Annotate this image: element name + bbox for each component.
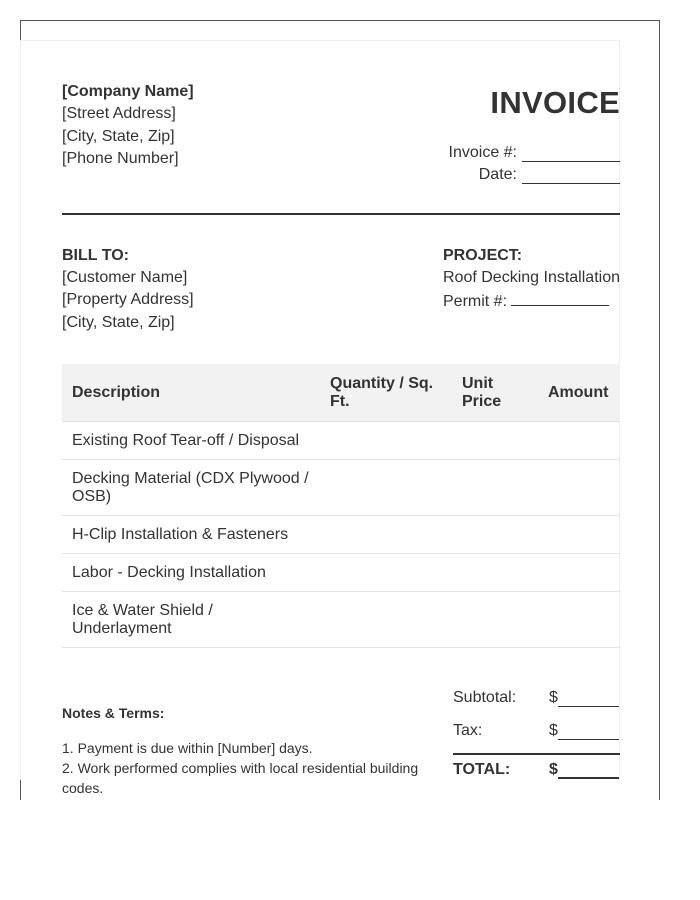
row-quantity-cell[interactable] [320,422,452,460]
project-name: Roof Decking Installation [443,269,620,286]
row-unit-price-cell[interactable] [452,554,538,592]
invoice-date-label: Date: [478,166,517,183]
table-row [62,592,620,648]
bill-to-address: [Property Address] [62,291,194,308]
tax-value[interactable] [549,722,619,740]
table-row [62,516,620,554]
table-row [62,422,620,460]
row-amount-cell[interactable] [538,554,620,592]
row-description: H-Clip Installation & Fasteners [62,516,320,554]
row-quantity-cell[interactable] [320,554,452,592]
row-quantity-cell[interactable] [320,516,452,554]
invoice-number-label: Invoice #: [448,144,517,161]
row-description: Labor - Decking Installation [62,554,320,592]
invoice-title: INVOICE [490,85,620,120]
subtotal-value[interactable] [549,689,619,707]
subtotal-label: Subtotal: [453,689,517,706]
total-currency: $ [549,761,558,778]
row-description: Ice & Water Shield / Underlayment [62,592,320,648]
total-field[interactable] [558,763,619,779]
row-unit-price-cell[interactable] [452,516,538,554]
row-amount-cell[interactable] [538,516,620,554]
subtotal-currency: $ [549,689,558,706]
bill-to-heading: BILL TO: [62,247,129,264]
row-unit-price-cell[interactable] [452,422,538,460]
row-amount-cell[interactable] [538,422,620,460]
tax-currency: $ [549,722,558,739]
tax-label: Tax: [453,722,483,739]
header-quantity: Quantity / Sq. Ft. [320,364,452,422]
note-item-payment: 1. Payment is due within [Number] days. [62,740,313,756]
header-divider [62,213,620,215]
row-unit-price-cell[interactable] [452,460,538,516]
header-unit-price: Unit Price [452,364,538,422]
company-name: [Company Name] [62,83,194,100]
header-description: Description [62,364,320,422]
invoice-date-field[interactable] [522,169,620,184]
permit-field[interactable] [511,291,609,306]
table-header-row [62,364,620,422]
row-unit-price-cell[interactable] [452,592,538,648]
company-phone: [Phone Number] [62,150,179,167]
total-label: TOTAL: [453,761,511,778]
bill-to-customer: [Customer Name] [62,269,188,286]
company-city: [City, State, Zip] [62,128,175,145]
row-description: Decking Material (CDX Plywood / OSB) [62,460,320,516]
invoice-number-row [449,144,620,162]
company-street: [Street Address] [62,105,176,122]
tax-field[interactable] [558,725,619,740]
permit-row [443,291,609,311]
table-row [62,460,620,516]
header-amount: Amount [538,364,620,422]
permit-label: Permit #: [443,293,508,310]
total-value[interactable] [549,761,619,779]
notes-heading: Notes & Terms: [62,705,165,721]
row-amount-cell[interactable] [538,460,620,516]
table-row [62,554,620,592]
bill-to-city: [City, State, Zip] [62,314,175,331]
note-item-codes: 2. Work performed complies with local residential building codes. [62,760,419,796]
totals-divider [453,753,620,755]
invoice-date-row [479,166,620,184]
row-description: Existing Roof Tear-off / Disposal [62,422,320,460]
subtotal-field[interactable] [558,692,619,707]
row-quantity-cell[interactable] [320,592,452,648]
row-quantity-cell[interactable] [320,460,452,516]
row-amount-cell[interactable] [538,592,620,648]
project-heading: PROJECT: [443,247,523,264]
invoice-number-field[interactable] [522,147,620,162]
line-items-table [62,364,620,648]
